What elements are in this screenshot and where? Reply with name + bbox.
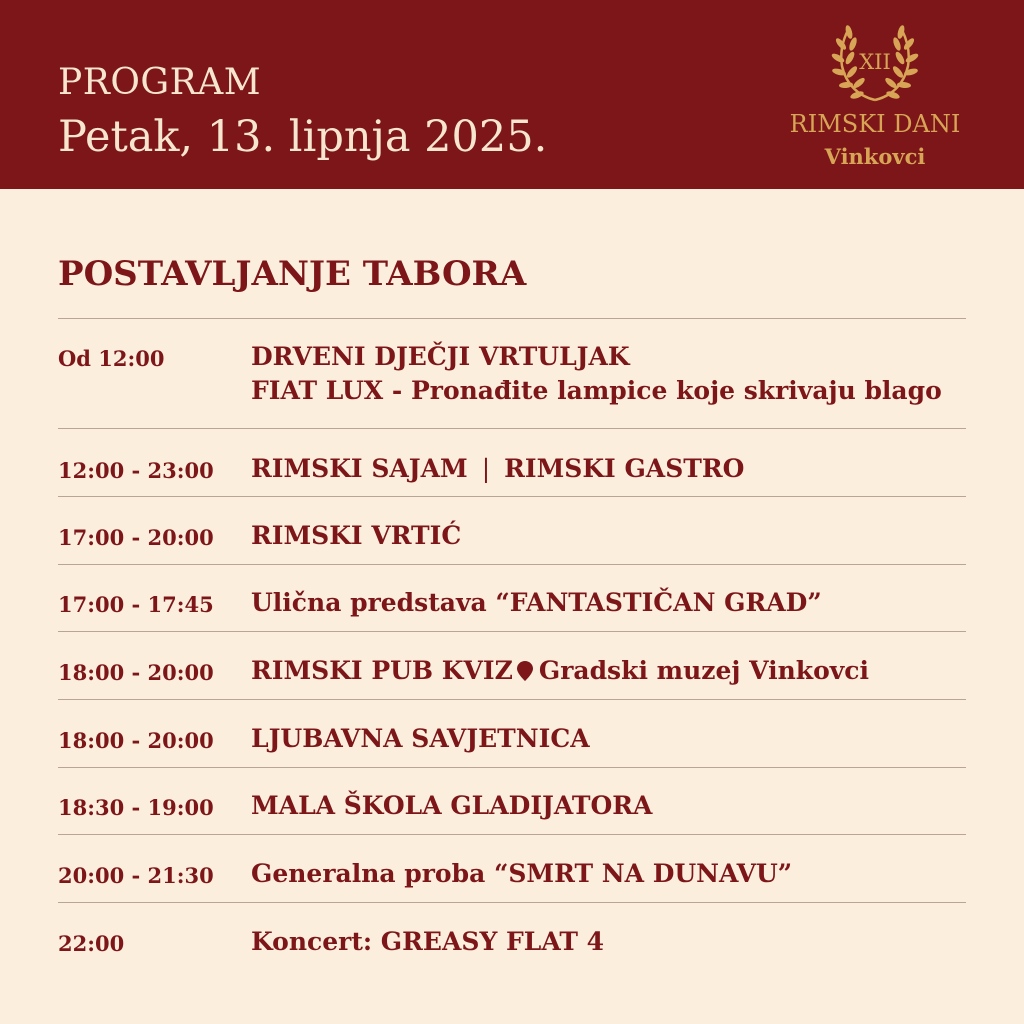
schedule-event: Koncert: GREASY FLAT 4: [251, 927, 605, 956]
divider: [58, 564, 966, 565]
program-date: Petak, 13. lipnja 2025.: [58, 112, 548, 162]
schedule-time: 18:30 - 19:00: [58, 795, 214, 820]
event-separator: |: [481, 454, 491, 483]
schedule-time: 17:00 - 20:00: [58, 525, 214, 550]
schedule-time: Od 12:00: [58, 346, 165, 371]
divider: [58, 318, 966, 319]
schedule-event: Ulična predstava “FANTASTIČAN GRAD”: [251, 588, 822, 617]
divider: [58, 699, 966, 700]
schedule-event: RIMSKI VRTIĆ: [251, 521, 462, 550]
divider: [58, 834, 966, 835]
logo-title: RIMSKI DANI: [789, 110, 961, 138]
schedule-event: DRVENI DJEČJI VRTULJAK: [251, 342, 630, 371]
schedule-event: Generalna proba “SMRT NA DUNAVU”: [251, 859, 793, 888]
divider: [58, 767, 966, 768]
location-pin-icon: [517, 661, 533, 681]
schedule-event-a: RIMSKI SAJAM: [251, 454, 468, 483]
schedule-event-line2: FIAT LUX - Pronađite lampice koje skrivaju blago: [251, 376, 942, 405]
schedule-time: 17:00 - 17:45: [58, 592, 214, 617]
schedule-event: LJUBAVNA SAVJETNICA: [251, 724, 590, 753]
divider: [58, 631, 966, 632]
schedule-event: [251, 454, 744, 483]
divider: [58, 902, 966, 903]
rimski-dani-logo: [770, 20, 980, 180]
divider: [58, 428, 966, 429]
logo-city: Vinkovci: [824, 144, 926, 169]
logo-numeral: XII: [859, 50, 891, 74]
schedule-event: [251, 656, 869, 685]
schedule-time: 18:00 - 20:00: [58, 728, 214, 753]
schedule-time: 20:00 - 21:30: [58, 863, 214, 888]
program-label: PROGRAM: [58, 62, 262, 103]
schedule-event-a: RIMSKI PUB KVIZ: [251, 656, 513, 685]
schedule-time: 22:00: [58, 931, 125, 956]
schedule-time: 18:00 - 20:00: [58, 660, 214, 685]
schedule-event: MALA ŠKOLA GLADIJATORA: [251, 791, 653, 820]
divider: [58, 496, 966, 497]
section-title: POSTAVLJANJE TABORA: [58, 254, 527, 294]
schedule-time: 12:00 - 23:00: [58, 458, 214, 483]
schedule-event-b: Gradski muzej Vinkovci: [538, 656, 869, 685]
schedule-event-b: RIMSKI GASTRO: [504, 454, 745, 483]
header-banner: [0, 0, 1024, 189]
